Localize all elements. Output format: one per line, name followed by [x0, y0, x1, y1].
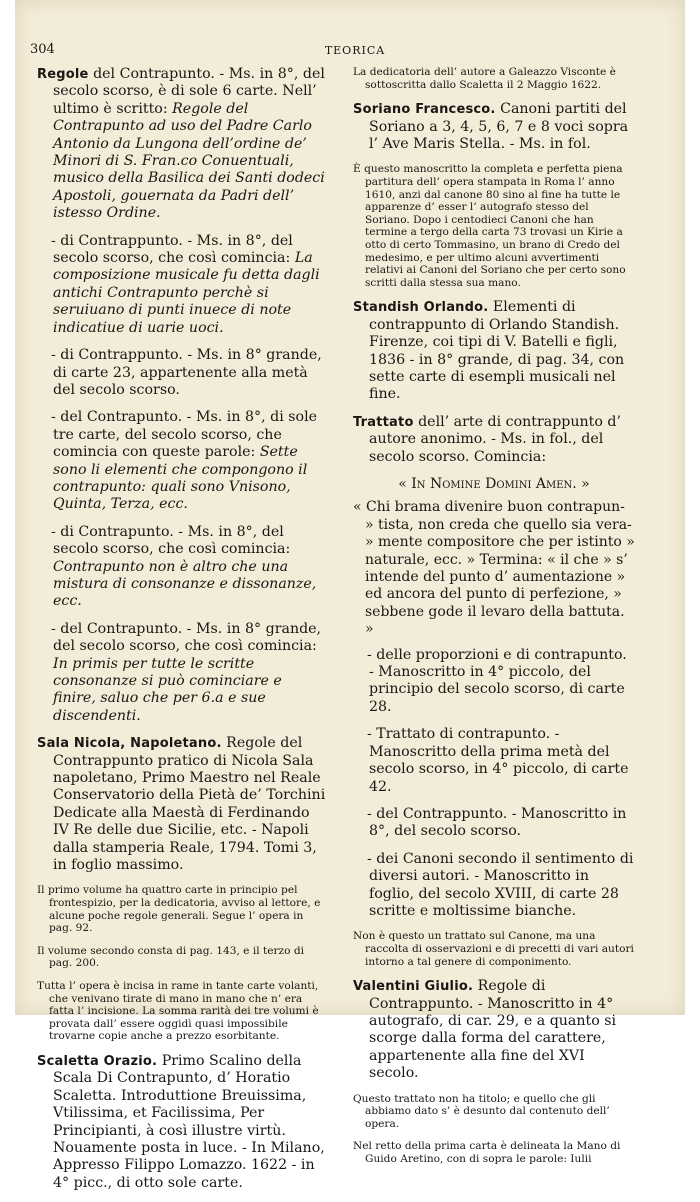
- entry-author: Trattato: [353, 414, 414, 430]
- bibliography-subentry: [37, 621, 329, 725]
- bibliography-entry: [353, 299, 635, 403]
- bibliography-entry: [37, 735, 329, 874]
- entry-description: Canoni partiti del Soriano a 3, 4, 5, 6, 7 e 8 voci sopra l’ Ave Maris Stella. - Ms. in fol.: [369, 101, 629, 152]
- bibliography-subentry: [37, 233, 329, 337]
- entry-body: [353, 647, 635, 717]
- page-number: 304: [30, 42, 55, 57]
- entry-body: [37, 621, 329, 725]
- entry-author: Scaletta Orazio.: [37, 1054, 158, 1069]
- entry-body: [353, 851, 635, 921]
- entry-author: Standish Orlando.: [353, 300, 489, 316]
- entry-body: [353, 978, 635, 1082]
- footnote: Nel retto della prima carta è delineata la Mano di Guido Aretino, con di sopra le parole: Iulii: [353, 1140, 621, 1165]
- entry-body: [353, 726, 635, 796]
- entry-description: - del Contrapunto. - Ms. in 8° grande, del secolo scorso, che così comincia:: [51, 620, 322, 655]
- quotation-text: « Chi brama divenire buon contrapun- » tista, non creda che quello sia vera- » mente compositore che per istinto » naturale, ecc. » Termina: « il che » s’ intende del punto d’ aumentazione » ed ancora del punto di perfezione, » sebbene gode il levaro della battuta. »: [353, 499, 635, 638]
- footnote: Non è questo un trattato sul Canone, ma una raccolta di osservazioni e di precetti di vari autori intorno a tal genere di componimento.: [353, 930, 634, 968]
- right-column: [353, 66, 635, 1176]
- entry-body: [37, 1053, 329, 1192]
- bibliography-subentry: [353, 726, 635, 796]
- entry-body: [353, 806, 635, 841]
- page-edge: [685, 0, 700, 1015]
- entry-body: [37, 233, 329, 337]
- entry-body: [37, 524, 329, 611]
- book-page: [15, 0, 685, 1191]
- entry-body: [37, 347, 329, 399]
- entry-author: Regole: [37, 67, 89, 82]
- footnote: Il primo volume ha quattro carte in principio pel frontespizio, per la dedicatoria, avviso al lettore, e alcune poche regole generali. Segue l’ opera in pag. 92.: [37, 884, 321, 935]
- footnote: La dedicatoria dell’ autore a Galeazzo Visconte è sottoscritta dallo Scaletta il 2 Maggio 1622.: [353, 66, 616, 91]
- bibliography-subentry: [37, 409, 329, 513]
- entry-description: Regole di Contrappunto. - Manoscritto in 4° autografo, di car. 29, e a quanto si scorge dalla forma del carattere, appartenente alla fine del XVI secolo.: [369, 978, 617, 1082]
- left-column: [37, 66, 329, 1202]
- entry-body: [37, 735, 329, 874]
- entry-description: del Contrapunto. - Ms. in 8°, del secolo scorso, è di sole 6 carte. Nell’ ultimo è scritto:: [53, 66, 325, 117]
- quotation-heading: « In Nomine Domini Amen. »: [398, 476, 590, 492]
- bibliography-subentry: [353, 851, 635, 921]
- quotation: [353, 476, 635, 639]
- bibliography-entry: [353, 414, 635, 466]
- footnote: Tutta l’ opera è incisa in rame in tante carte volanti, che venivano tirate di mano in mano che n’ era fatta l’ incisione. La somma rarità dei tre volumi è provata dall’ essere oggidì quasi impossibile trovarne copie anche a prezzo esorbitante.: [37, 980, 319, 1043]
- entry-body: [37, 409, 329, 513]
- running-head: TEORICA: [324, 44, 386, 57]
- entry-body: [353, 101, 635, 153]
- entry-description: - dei Canoni secondo il sentimento di diversi autori. - Manoscritto in foglio, del secolo XVIII, di carte 28 scritte e moltissime bianche.: [367, 850, 634, 919]
- entry-description: Regole del Contrappunto pratico di Nicola Sala napoletano, Primo Maestro nel Reale Conservatorio della Pietà de’ Torchini Dedicate alla Maestà di Ferdinando IV Re delle due Sicilie, etc. - Napoli dalla stamperia Reale, 1794. Tomi 3, in foglio massimo.: [53, 735, 326, 874]
- entry-description: - di Contrappunto. - Ms. in 8° grande, di carte 23, appartenente alla metà del secolo scorso.: [51, 347, 322, 398]
- entry-description: Primo Scalino della Scala Di Contrapunto, d’ Horatio Scaletta. Introduttione Breuissima, Vtilissima, et Facilissima, Per Principianti, à così illustre virtù. Nouamente posta in luce. - In Milano, Appresso Filippo Lomazzo. 1622 - in 4° picc., di otto sole carte.: [53, 1053, 325, 1191]
- entry-incipit: Regole del Contrapunto ad uso del Padre Carlo Antonio da Lungona dell’ordine de’ Minori di S. Fran.co Conuentuali, musico della Basilica dei Santi dodeci Apostoli, gouernata da Padri dell’ istesso Ordine.: [53, 100, 325, 222]
- entry-description: - di Contrapunto. - Ms. in 8°, del secolo scorso, che così comincia:: [51, 523, 291, 558]
- footnote: Il volume secondo consta di pag. 143, e il terzo di pag. 200.: [37, 944, 305, 970]
- bibliography-subentry: [37, 524, 329, 611]
- entry-author: Valentini Giulio.: [353, 979, 474, 995]
- entry-description: - del Contrappunto. - Manoscritto in 8°, del secolo scorso.: [367, 805, 627, 840]
- entry-description: - delle proporzioni e di contrapunto. - Manoscritto in 4° piccolo, del principio del secolo scorso, di carte 28.: [367, 646, 627, 715]
- bibliography-entry: [37, 66, 329, 223]
- entry-body: [353, 299, 635, 403]
- entry-incipit: In primis per tutte le scritte consonanze si può cominciare e finire, saluo che per 6.a e sue discendenti.: [53, 655, 282, 724]
- bibliography-entry: [353, 978, 635, 1082]
- bibliography-subentry: [37, 347, 329, 399]
- entry-author: Soriano Francesco.: [353, 102, 496, 118]
- bibliography-entry: [37, 1053, 329, 1192]
- footnote: Questo trattato non ha titolo; e quello che gli abbiamo dato s’ è desunto dal contenuto dell’ opera.: [353, 1092, 610, 1130]
- bibliography-subentry: [353, 647, 635, 717]
- entry-description: Elementi di contrappunto di Orlando Standish. Firenze, coi tipi di V. Batelli e figli, 1836 - in 8° grande, di pag. 34, con sette carte di esempli musicali nel fine.: [369, 299, 625, 403]
- entry-body: [353, 414, 635, 466]
- entry-incipit: Contrapunto non è altro che una mistura di consonanze e dissonanze, ecc.: [53, 558, 317, 610]
- entry-incipit: Sette sono li elementi che compongono il contrapunto: quali sono Vnisono, Quinta, Terza, ecc.: [53, 444, 308, 513]
- entry-description: dell’ arte di contrappunto d’ autore anonimo. - Ms. in fol., del secolo scorso. Comincia:: [369, 413, 621, 465]
- entry-description: - Trattato di contrapunto. - Manoscritto della prima metà del secolo scorso, in 4° piccolo, di carte 42.: [367, 726, 629, 795]
- footnote: È questo manoscritto la completa e perfetta piena partitura dell’ opera stampata in Roma l’ anno 1610, anzi dal canone 80 sino al fine ha tutte le apparenze d’ esser l’ autografo stesso del Soriano. Dopo i centodieci Canoni che han termine a tergo della carta 73 trovasi un Kirie a otto di certo Tommasino, un brano di Credo del medesimo, e per ultimo alcuni avvertimenti relativi ai Canoni del Soriano che per certo sono scritti dalla stessa sua mano.: [353, 163, 626, 289]
- entry-description: - di Contrappunto. - Ms. in 8°, del secolo scorso, che così comincia:: [51, 232, 293, 267]
- entry-description: - del Contrapunto. - Ms. in 8°, di sole tre carte, del secolo scorso, che comincia con queste parole:: [51, 409, 318, 461]
- bibliography-subentry: [353, 806, 635, 841]
- entry-body: [37, 66, 329, 223]
- entry-incipit: La composizione musicale fu detta dagli antichi Contrapunto perchè si seruiuano di punti inuece di note indicatiue di uarie uoci.: [53, 250, 320, 336]
- bibliography-entry: [353, 101, 635, 153]
- entry-author: Sala Nicola, Napoletano.: [37, 736, 222, 752]
